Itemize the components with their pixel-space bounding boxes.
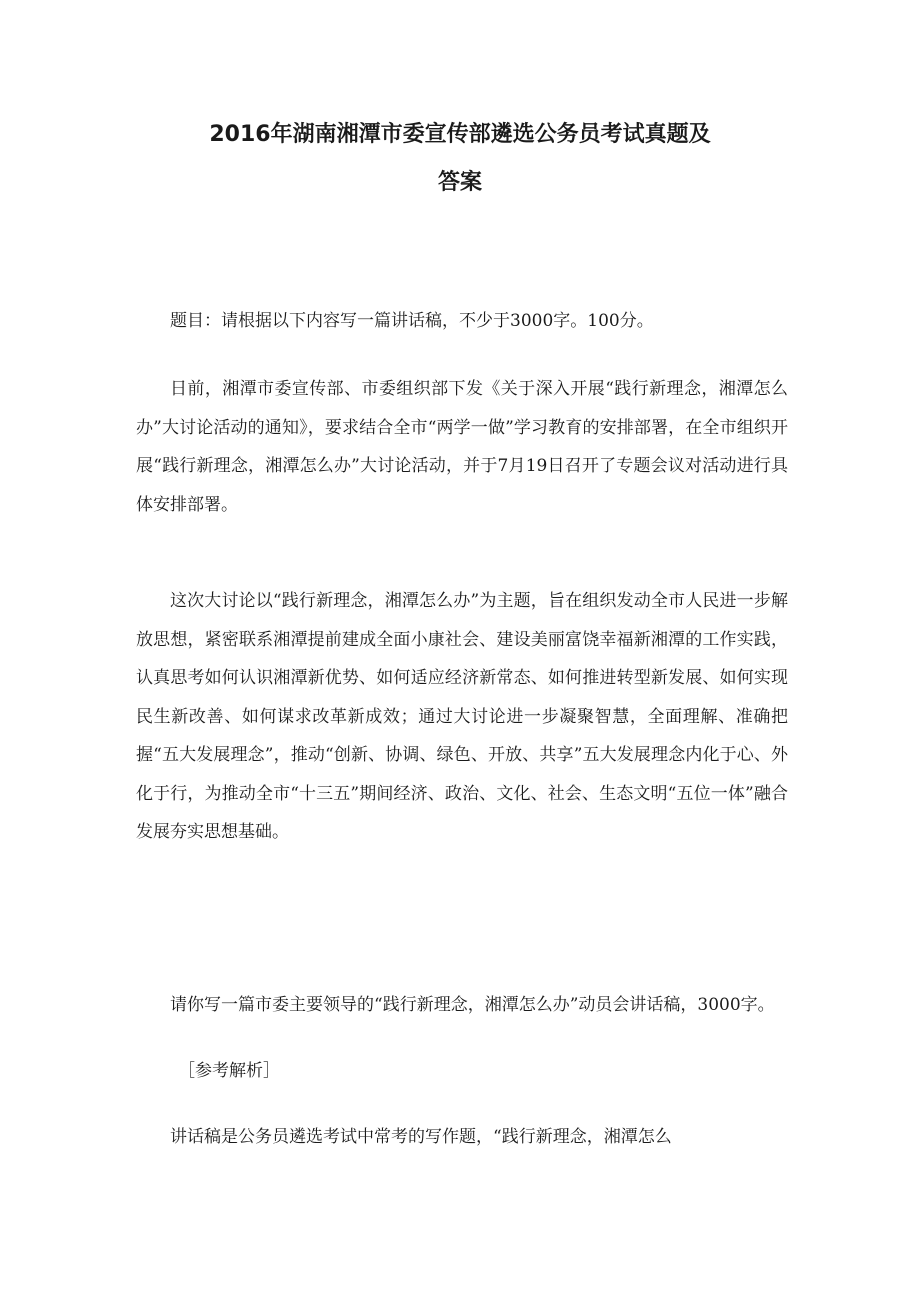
analysis-paragraph: 讲话稿是公务员遴选考试中常考的写作题，“践行新理念，湘潭怎么 — [170, 1127, 672, 1147]
reference-analysis-label: ［参考解析］ — [178, 1061, 280, 1081]
document-title-line-1: 2016年湖南湘潭市委宣传部遴选公务员考试真题及 — [209, 122, 711, 147]
theme-paragraph: 这次大讨论以“践行新理念，湘潭怎么办”为主题，旨在组织发动全市人民进一步解放思想，紧密联系湘潭提前建成全面小康社会、建设美丽富饶幸福新湘潭的工作实践，认真思考如何认识湘潭新优势、如何适应经济新常态、如何推进转型新发展、如何实现民生新改善、如何谋求改革新成效；通过大讨论进一步凝聚智慧，全面理解、准确把握“五大发展理念”，推动“创新、协调、绿色、开放、共享”五大发展理念内化于心、外化于行，为推动全市“十三五”期间经济、政治、文化、社会、生态文明“五位一体”融合发展夯实思想基础。 — [136, 591, 788, 842]
question-paragraph: 题目：请根据以下内容写一篇讲话稿，不少于3000字。100分。 — [170, 311, 654, 331]
task-paragraph: 请你写一篇市委主要领导的“践行新理念，湘潭怎么办”动员会讲话稿，3000字。 — [170, 995, 775, 1015]
document-title-line-2: 答案 — [437, 170, 482, 195]
background-paragraph: 日前，湘潭市委宣传部、市委组织部下发《关于深入开展“践行新理念，湘潭怎么办”大讨论活动的通知》，要求结合全市“两学一做”学习教育的安排部署，在全市组织开展“践行新理念，湘潭怎么办”大讨论活动，并于7月19日召开了专题会议对活动进行具体安排部署。 — [136, 379, 788, 515]
